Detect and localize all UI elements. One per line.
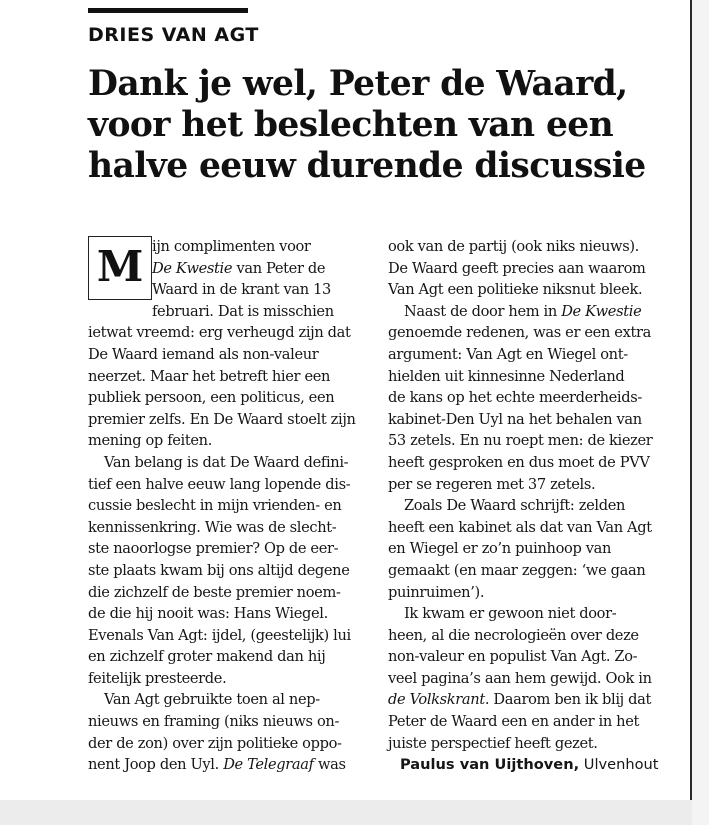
text-line: neerzet. Maar het betreft hier een	[88, 367, 331, 385]
headline-line: halve eeuw durende discussie	[88, 146, 646, 186]
text-line: puinruimen’).	[388, 583, 485, 601]
text-line: hielden uit kinnesinne Nederland	[388, 367, 625, 385]
headline	[88, 64, 678, 187]
text-line: die zichzelf de beste premier noem-	[88, 583, 341, 601]
kicker-label: DRIES VAN AGT	[88, 24, 259, 46]
text-line: der de zon) over zijn politieke oppo-	[88, 734, 342, 752]
text-line: Naast de door hem in De Kwestie	[404, 302, 642, 320]
text-line: tief een halve eeuw lang lopende dis-	[88, 475, 351, 493]
text-line: gemaakt (en maar zeggen: ‘we gaan	[388, 561, 646, 579]
text-line: Peter de Waard een en ander in het	[388, 713, 640, 731]
text-line: heeft gesproken en dus moet de PVV	[388, 453, 650, 471]
text-line: Zoals De Waard schrijft: zelden	[404, 497, 626, 515]
text-line: feitelijk presteerde.	[88, 669, 227, 687]
text-line: Evenals Van Agt: ijdel, (geestelijk) lui	[88, 626, 351, 644]
text-line: De Waard iemand als non-valeur	[88, 345, 319, 363]
publication-title: De Kwestie	[561, 302, 642, 320]
headline-line: voor het beslechten van een	[88, 105, 614, 145]
text-line: ietwat vreemd: erg verheugd zijn dat	[88, 324, 351, 342]
text-line: 53 zetels. En nu roept men: de kiezer	[388, 432, 653, 450]
text-line: kennissenkring. Wie was de slecht-	[88, 518, 337, 536]
publication-title: De Kwestie	[152, 259, 233, 277]
author-name: Paulus van Uijthoven,	[400, 756, 580, 774]
text-line: nent Joop den Uyl. De Telegraaf was	[88, 756, 346, 774]
text-line: Van belang is dat De Waard defini-	[104, 453, 349, 471]
text-line: nieuws en framing (niks nieuws on-	[88, 713, 340, 731]
text-line: ook van de partij (ook niks nieuws).	[388, 238, 639, 255]
text-line: heen, al die necrologieën over deze	[388, 626, 639, 644]
text-line: de Volkskrant. Daarom ben ik blij dat	[388, 691, 651, 709]
text-line: Van Agt een politieke niksnut bleek.	[388, 281, 643, 299]
page-edge	[692, 0, 709, 825]
text-line: argument: Van Agt en Wiegel ont-	[388, 345, 628, 363]
text-line: Waard in de krant van 13	[152, 281, 331, 299]
text-line: kabinet-Den Uyl na het behalen van	[388, 410, 642, 428]
publication-title: de Volkskrant	[388, 691, 485, 709]
text-line: Ik kwam er gewoon niet door-	[404, 605, 617, 623]
text-line: februari. Dat is misschien	[152, 302, 334, 320]
text-line: De Kwestie van Peter de	[152, 259, 326, 277]
publication-title: De Telegraaf	[223, 756, 314, 774]
article-column-left	[88, 236, 368, 776]
kicker-rule	[88, 8, 248, 13]
author-place: Ulvenhout	[579, 756, 659, 774]
text-line: cussie beslecht in mijn vrienden- en	[88, 497, 342, 515]
text-line: veel pagina’s aan hem gewijd. Ook in	[388, 669, 652, 687]
text-line: ste naoorlogse premier? Op de eer-	[88, 540, 339, 558]
text-line: De Waard geeft precies aan waarom	[388, 259, 646, 277]
text-line: genoemde redenen, was er een extra	[388, 324, 651, 342]
text-line: premier zelfs. En De Waard stoelt zijn	[88, 410, 356, 428]
text-line: publiek persoon, een politicus, een	[88, 389, 335, 407]
text-line: juiste perspectief heeft gezet.	[388, 734, 598, 752]
text-line: de die hij nooit was: Hans Wiegel.	[88, 605, 328, 623]
text-line: mening op feiten.	[88, 432, 212, 450]
text-line: non-valeur en populist Van Agt. Zo-	[388, 648, 638, 666]
drop-cap: M	[88, 236, 152, 300]
article-column-right	[388, 236, 678, 776]
text-line: Van Agt gebruikte toen al nep-	[104, 691, 320, 709]
author-signature	[388, 754, 678, 776]
text-line: en zichzelf groter makend dan hij	[88, 648, 326, 666]
text-line: ste plaats kwam bij ons altijd degene	[88, 561, 350, 579]
text-line: de kans op het echte meerderheids-	[388, 389, 642, 407]
text-line: heeft een kabinet als dat van Van Agt	[388, 518, 652, 536]
text-line: per se regeren met 37 zetels.	[388, 475, 596, 493]
text-line: en Wiegel er zo’n puinhoop van	[388, 540, 612, 558]
headline-line: Dank je wel, Peter de Waard,	[88, 64, 628, 104]
text-line: ijn complimenten voor	[152, 238, 311, 255]
